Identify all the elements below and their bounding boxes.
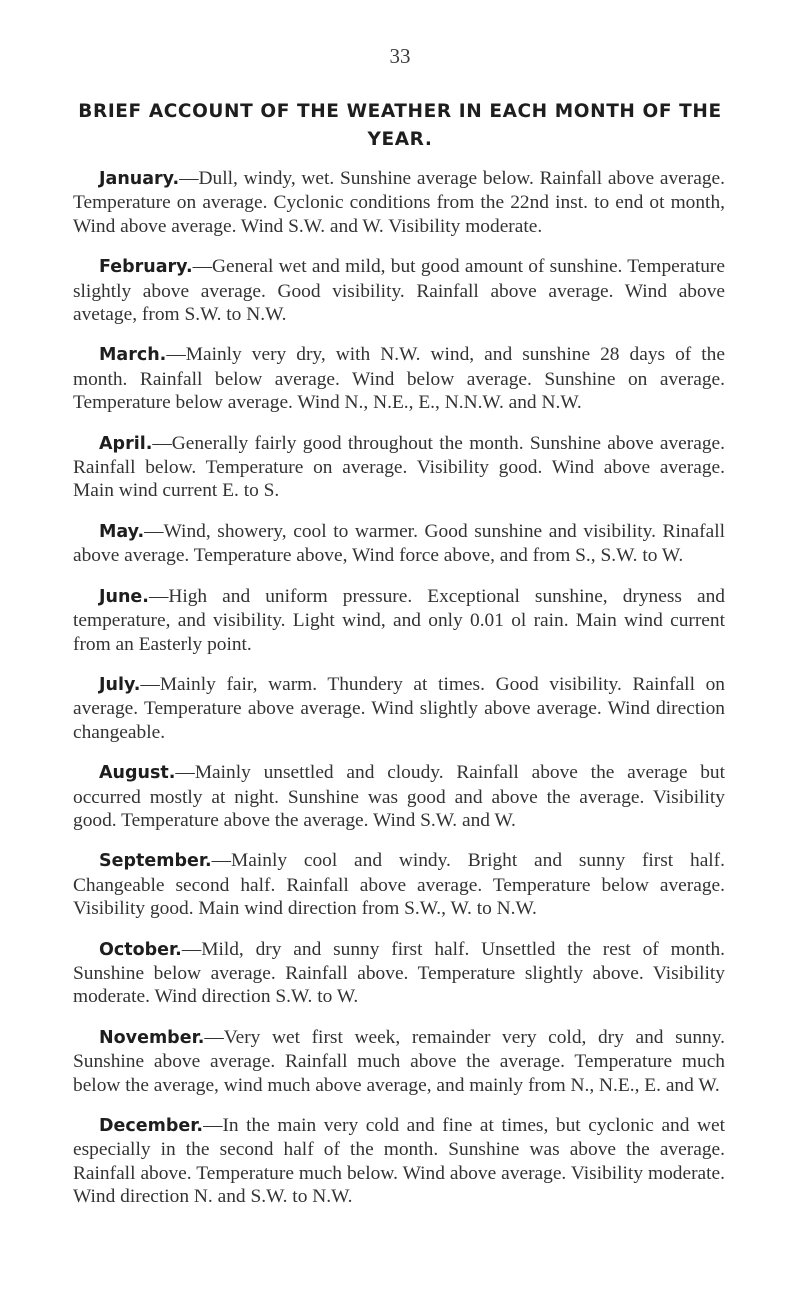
month-description: Generally fairly good throughout the month. Sunshine above average. Rainfall below. Temperature on average. Visibility good. Wind above average. Main wind current E. to S. — [73, 432, 725, 502]
month-name: August. — [99, 763, 176, 784]
month-entry-july: July.—Mainly fair, warm. Thundery at times. Good visibility. Rainfall on average. Temperature above average. Wind slightly above average. Wind direction changeable. — [73, 673, 725, 743]
month-entry-january: January.—Dull, windy, wet. Sunshine average below. Rainfall above average. Temperature on average. Cyclonic conditions from the 22nd inst. to end ot month, Wind above average. Wind S.W. and W. Visibility moderate. — [73, 168, 725, 237]
month-entry-december: December.—In the main very cold and fine at times, but cyclonic and wet especially in the second half of the month. Sunshine was above the average. Rainfall above. Temperature much below. Wind above average. Visibility moderate. Wind direction N. and S.W. to N.W. — [73, 1115, 725, 1208]
month-entry-april: April.—Generally fairly good throughout the month. Sunshine above average. Rainfall below. Temperature on average. Visibility good. Wind above average. Main wind current E. to S. — [73, 432, 725, 502]
month-entry-may: May.—Wind, showery, cool to warmer. Good sunshine and visibility. Rinafall above average. Temperature above, Wind force above, and from S., S.W. to W. — [73, 520, 725, 567]
month-name: January. — [99, 169, 180, 189]
month-name: March. — [99, 345, 167, 366]
month-description: Dull, windy, wet. Sunshine average below. Rainfall above average. Temperature on average. Cyclonic conditions from the 22nd inst. to end ot month, Wind above average. Wind S.W. and W. Visibility moderate. — [73, 168, 725, 237]
month-name: September. — [99, 851, 212, 872]
month-list — [73, 167, 725, 1226]
month-entry-june: June.—High and uniform pressure. Exceptional sunshine, dryness and temperature, and visibility. Light wind, and only 0.01 ol rain. Main wind current from an Easterly point. — [73, 585, 725, 655]
month-name: July. — [99, 674, 141, 695]
month-description: Mainly fair, warm. Thundery at times. Good visibility. Rainfall on average. Temperature above average. Wind slightly above average. Wind direction changeable. — [73, 673, 725, 743]
month-description: High and uniform pressure. Exceptional sunshine, dryness and temperature, and visibility. Light wind, and only 0.01 ol rain. Main wind current from an Easterly point. — [73, 585, 725, 655]
month-description: Wind, showery, cool to warmer. Good sunshine and visibility. Rinafall above average. Temperature above, Wind force above, and from S., S.W. to W. — [73, 520, 725, 567]
month-entry-august: August.—Mainly unsettled and cloudy. Rainfall above the average but occurred mostly at night. Sunshine was good and above the average. Visibility good. Temperature above the average. Wind S.W. and W. — [73, 762, 725, 831]
month-name: April. — [99, 433, 153, 454]
month-entry-february: February.—General wet and mild, but good amount of sunshine. Temperature slightly above average. Good visibility. Rainfall above average. Wind above avetage, from S.W. to N.W. — [73, 256, 725, 326]
month-description: Mainly unsettled and cloudy. Rainfall above the average but occurred mostly at night. Sunshine was good and above the average. Visibility good. Temperature above the average. Wind S.W. and W. — [73, 762, 725, 831]
month-description: Very wet first week, remainder very cold, dry and sunny. Sunshine above average. Rainfall much above the average. Temperature much below the average, wind much above average, and mainly from N., N.E., E. and W. — [73, 1026, 725, 1096]
month-name: May. — [99, 521, 145, 542]
month-name: June. — [99, 586, 149, 607]
month-description: Mainly very dry, with N.W. wind, and sunshine 28 days of the month. Rainfall below average. Wind below average. Sunshine on average. Temperature below average. Wind N., N.E., E., N.N.W. and N.W. — [73, 344, 725, 414]
month-entry-november: November.—Very wet first week, remainder very cold, dry and sunny. Sunshine above average. Rainfall much above the average. Temperature much below the average, wind much above average, and mainly from N., N.E., E. and W. — [73, 1026, 725, 1096]
month-description: General wet and mild, but good amount of sunshine. Temperature slightly above average. Good visibility. Rainfall above average. Wind above avetage, from S.W. to N.W. — [73, 256, 725, 326]
page-title: BRIEF ACCOUNT OF THE WEATHER IN EACH MONTH OF THE YEAR. — [78, 101, 722, 150]
month-name: November. — [99, 1027, 205, 1048]
month-entry-march: March.—Mainly very dry, with N.W. wind, and sunshine 28 days of the month. Rainfall below average. Wind below average. Sunshine on average. Temperature below average. Wind N., N.E., E., N.N.W. and N.W. — [73, 344, 725, 414]
month-entry-october: October.—Mild, dry and sunny first half. Unsettled the rest of month. Sunshine below average. Rainfall above. Temperature slightly above. Visibility moderate. Wind direction S.W. to W. — [73, 938, 725, 1008]
month-description: Mainly cool and windy. Bright and sunny first half. Changeable second half. Rainfall above average. Temperature below average. Visibility good. Main wind direction from S.W., W. to N.W. — [73, 850, 725, 920]
month-description: Mild, dry and sunny first half. Unsettled the rest of month. Sunshine below average. Rainfall above. Temperature slightly above. Visibility moderate. Wind direction S.W. to W. — [73, 938, 725, 1008]
month-description: In the main very cold and fine at times, but cyclonic and wet especially in the second half of the month. Sunshine was above the average. Rainfall above. Temperature much below. Wind above average. Visibility moderate. Wind direction N. and S.W. to N.W. — [73, 1115, 725, 1208]
month-name: October. — [99, 939, 182, 960]
month-entry-september: September.—Mainly cool and windy. Bright and sunny first half. Changeable second half. Rainfall above average. Temperature below average. Visibility good. Main wind direction from S.W., W. to N.W. — [73, 850, 725, 920]
month-name: December. — [99, 1116, 204, 1136]
month-name: February. — [99, 257, 193, 278]
page-number: 33 — [389, 44, 411, 68]
